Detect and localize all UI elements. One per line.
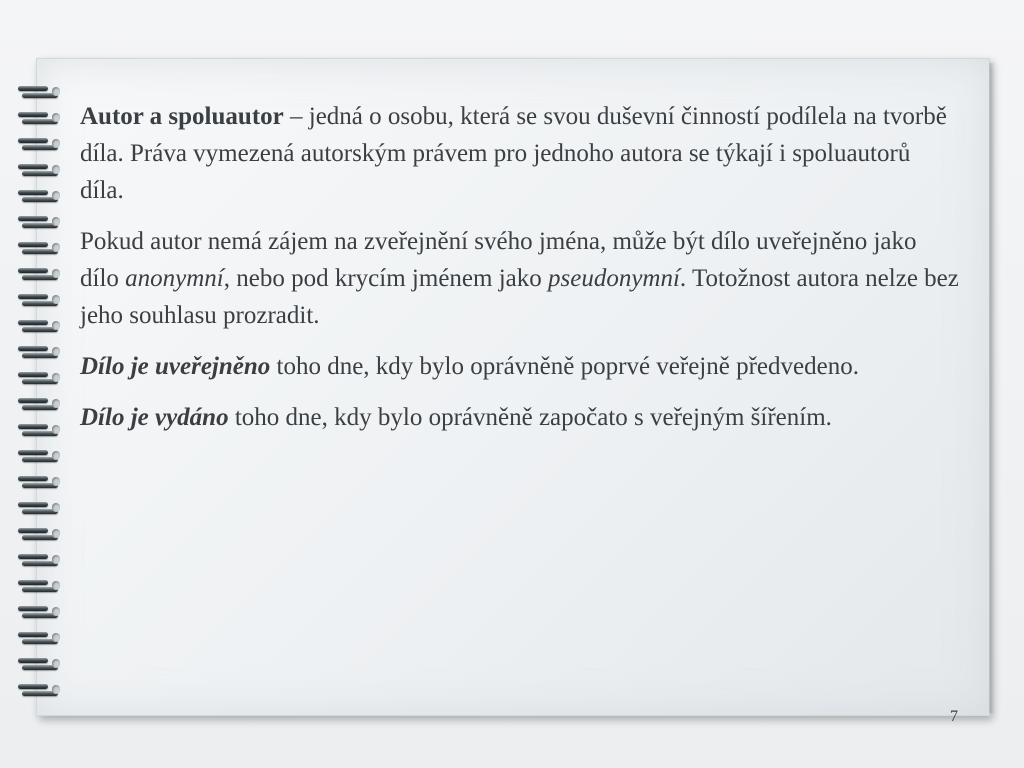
spiral-ring-icon (14, 370, 60, 386)
spiral-ring-icon (14, 240, 60, 256)
term-anonymous: anonymní (125, 265, 224, 292)
slide-body (80, 98, 960, 450)
spiral-ring-icon (14, 84, 60, 100)
spiral-ring-icon (14, 136, 60, 152)
paragraph-anonymous (80, 223, 960, 334)
spiral-ring-icon (14, 448, 60, 464)
paragraph-published (80, 348, 960, 385)
spiral-ring-icon (14, 552, 60, 568)
spiral-ring-icon (14, 656, 60, 672)
spiral-ring-icon (14, 578, 60, 594)
term-pseudonymous: pseudonymní (548, 265, 680, 292)
spiral-ring-icon (14, 422, 60, 438)
spiral-ring-icon (14, 474, 60, 490)
spiral-ring-icon (14, 526, 60, 542)
spiral-ring-icon (14, 500, 60, 516)
spiral-ring-icon (14, 604, 60, 620)
spiral-ring-icon (14, 682, 60, 698)
paragraph-text: . Totožnost autora nelze bez jeho souhlasu prozradit. (80, 265, 959, 329)
paragraph-text: , nebo pod krycím jménem jako (223, 265, 548, 292)
paragraph-text: – jedná o osobu, která se svou duševní činností podílela na tvorbě díla. Práva vymezená autorským právem pro jednoho autora se týkají i spoluautorů díla. (80, 103, 947, 204)
page-number: 7 (950, 708, 958, 725)
spiral-ring-icon (14, 214, 60, 230)
paragraph-text: Pokud autor nemá zájem na zveřejnění svého jména, může být dílo uveřejněno jako dílo (80, 228, 917, 292)
paragraph-text: toho dne, kdy bylo oprávněně započato s veřejným šířením. (228, 404, 832, 431)
spiral-ring-icon (14, 318, 60, 334)
paragraph-issued (80, 399, 960, 436)
spiral-ring-icon (14, 630, 60, 646)
spiral-ring-icon (14, 266, 60, 282)
spiral-ring-icon (14, 188, 60, 204)
term-issued: Dílo je vydáno (80, 404, 229, 431)
paragraph-author (80, 98, 960, 209)
spiral-ring-icon (14, 292, 60, 308)
term-author: Autor a spoluautor (80, 103, 284, 130)
paragraph-text: toho dne, kdy bylo oprávněně poprvé veřejně předvedeno. (270, 353, 859, 380)
term-published: Dílo je uveřejněno (80, 353, 271, 380)
spiral-ring-icon (14, 162, 60, 178)
spiral-ring-icon (14, 396, 60, 412)
spiral-binding (14, 84, 64, 696)
spiral-ring-icon (14, 344, 60, 360)
spiral-ring-icon (14, 110, 60, 126)
